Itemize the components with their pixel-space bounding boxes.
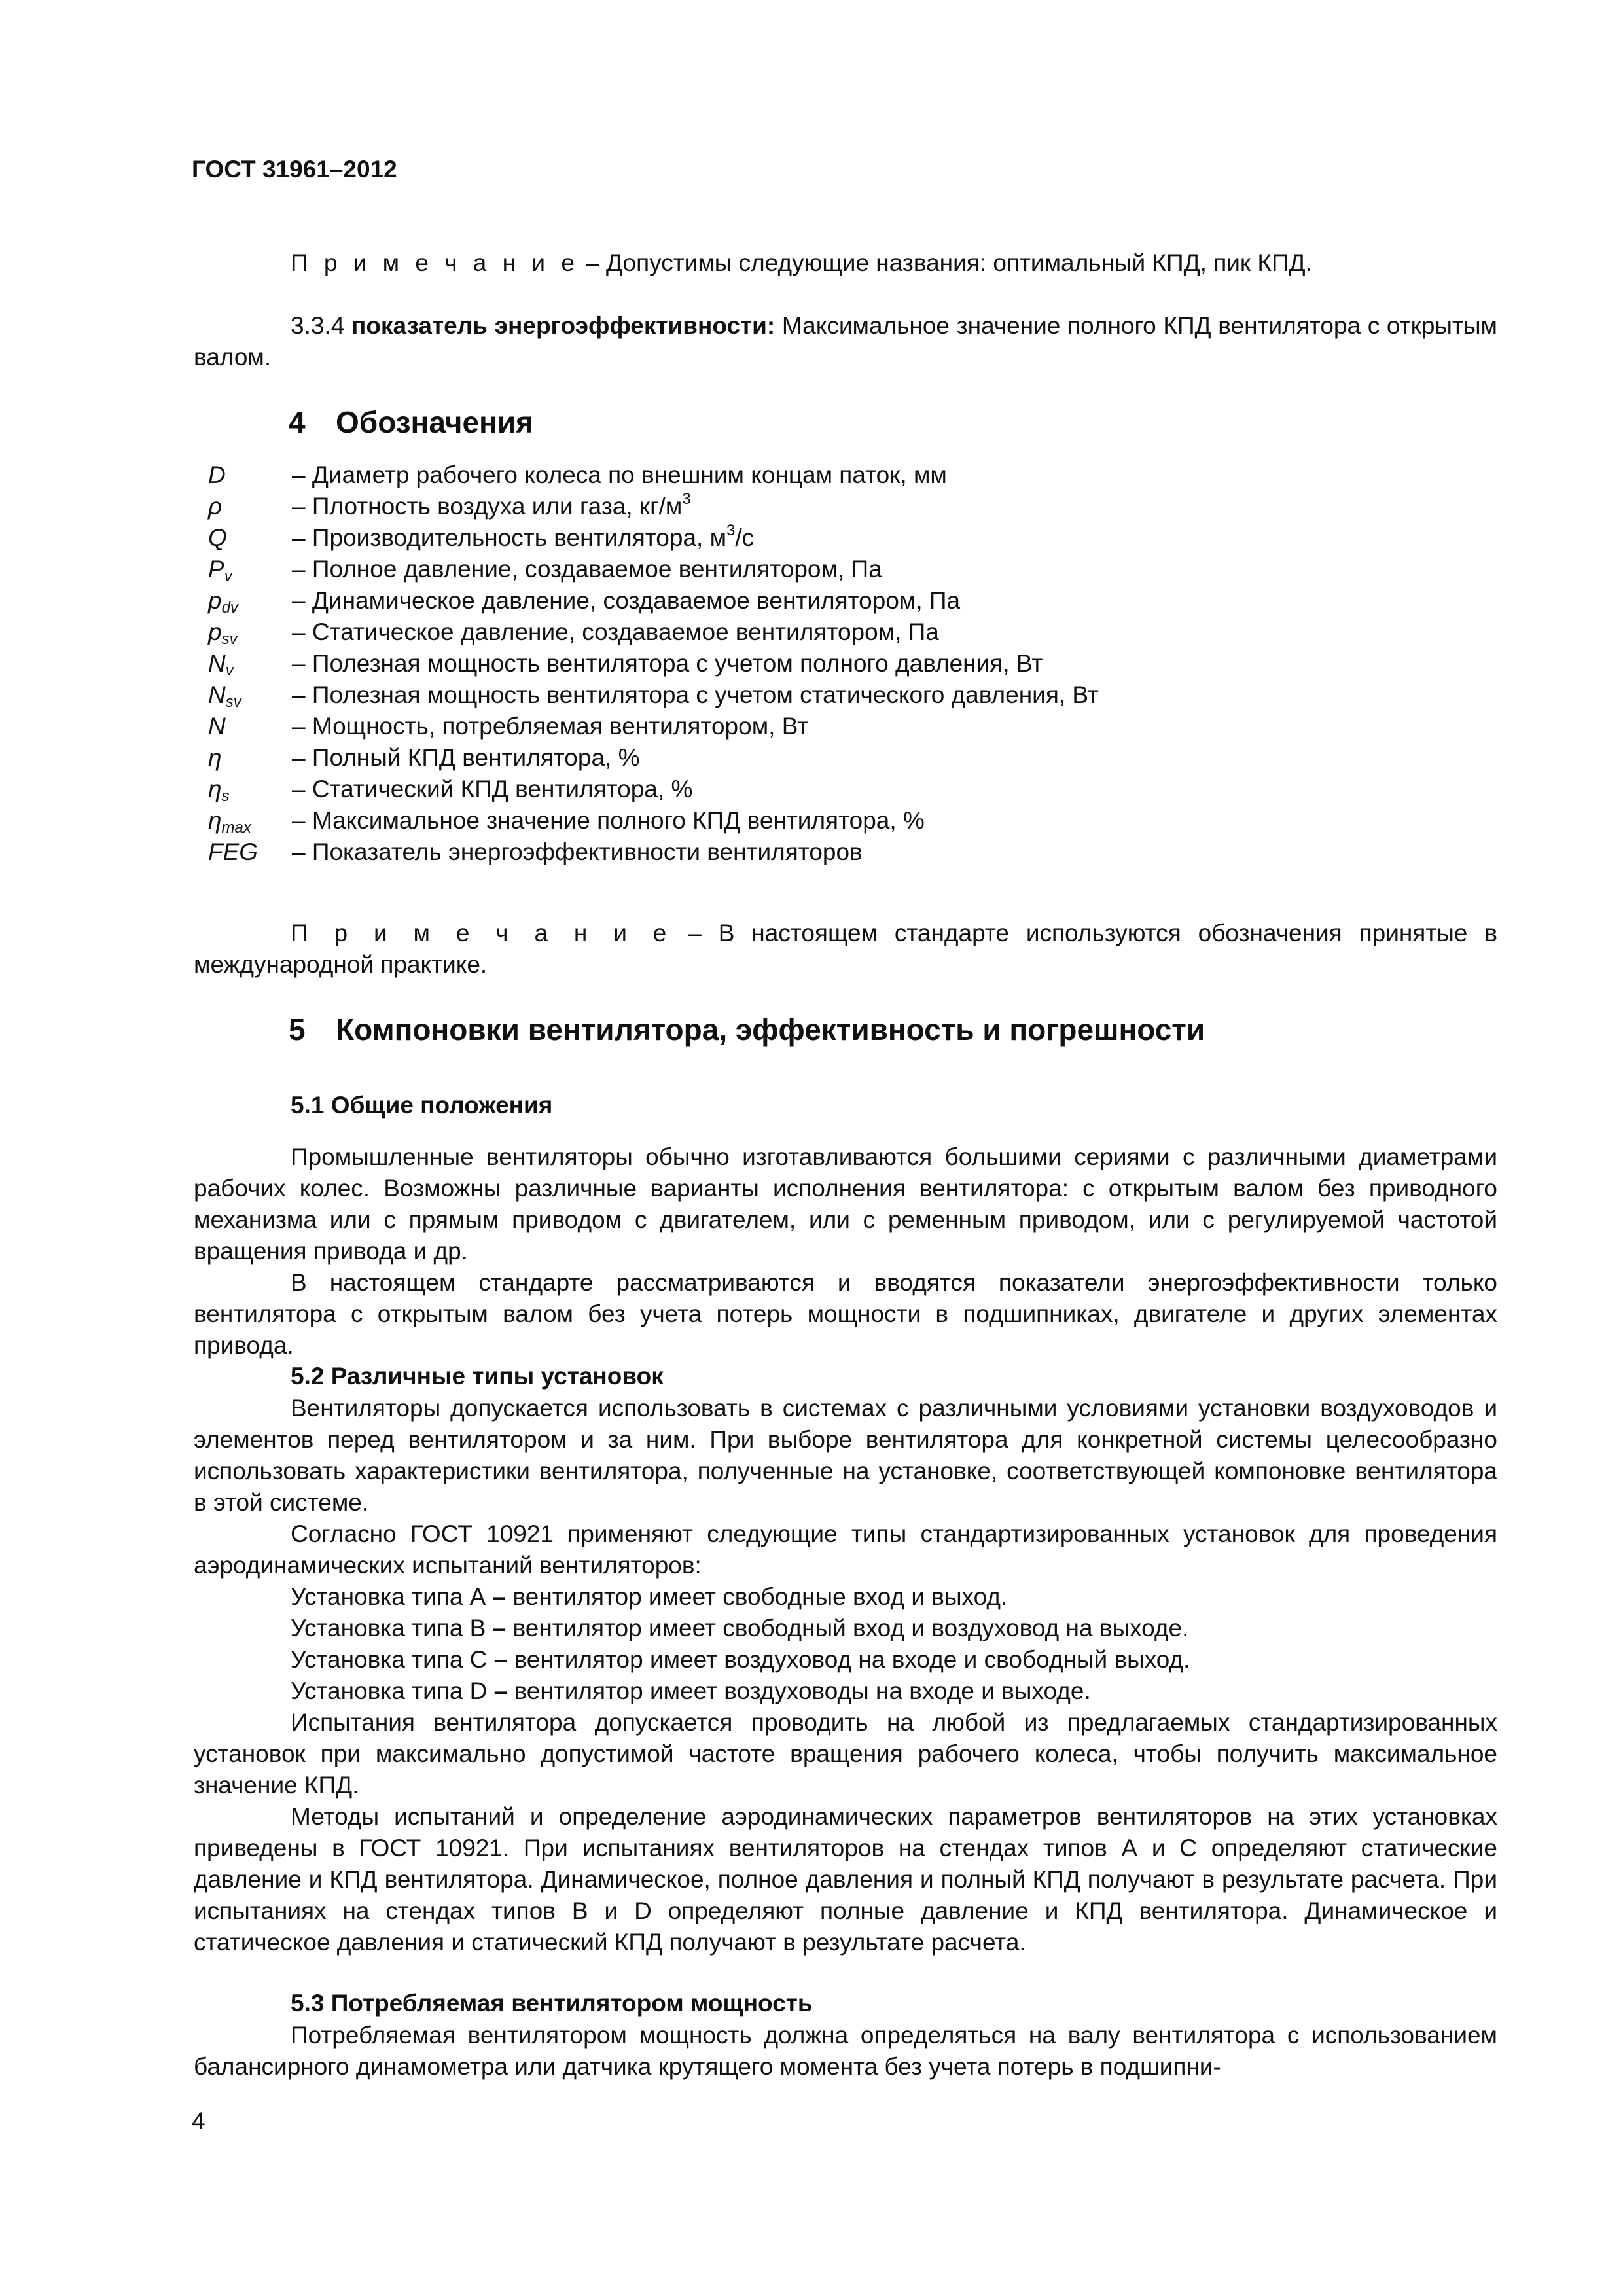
symbol-row [194, 648, 1503, 679]
symbol-row [194, 617, 1503, 648]
dash: – [493, 1677, 508, 1704]
symbol-description [292, 836, 863, 868]
installation-type-text: вентилятор имеет свободные вход и выход. [506, 1583, 1008, 1610]
symbol-letter: P [208, 556, 224, 583]
description-text: – Статический КПД вентилятора, % [292, 776, 693, 802]
dash: – [492, 1615, 507, 1641]
symbol-row [194, 491, 1503, 522]
symbol-row [194, 679, 1503, 711]
description-text: – Полный КПД вентилятора, % [292, 744, 640, 771]
installation-type-label: Установка типа А [291, 1583, 493, 1610]
definition-text: Максимальное значение полного КПД вентилятора с открытым валом. [194, 312, 1497, 370]
symbol-description [292, 805, 925, 836]
symbol-letter: Q [208, 524, 227, 551]
symbols-list [194, 459, 1503, 868]
symbol-letter: p [208, 587, 222, 614]
symbol-letter: N [208, 650, 226, 677]
symbol-row [194, 774, 1503, 805]
section-4-heading [289, 404, 533, 440]
symbol-row [194, 554, 1503, 585]
description-text: – Полное давление, создаваемое вентилятором, Па [292, 556, 882, 583]
symbol-row [194, 459, 1503, 491]
symbol-description [292, 554, 882, 585]
section-title: Обозначения [336, 405, 533, 439]
note-text: – Допустимы следующие названия: оптимальный КПД, пик КПД. [579, 249, 1312, 276]
description-text: – Плотность воздуха или газа, кг/м [292, 493, 683, 520]
paragraph-5-2-d: Методы испытаний и определение аэродинамических параметров вентиляторов на этих установках приведены в ГОСТ 10921. При испытаниях вентиляторов на стендах типов А и С определяют статические давление и КПД вентилятора. Динамическое, полное давления и полный КПД получают в результате расчета. При испытаниях на стендах типов В и D определяют полные давление и КПД вентилятора. Динамическое и статическое давления и статический КПД получают в результате расчета. [194, 1803, 1497, 1956]
note-paragraph-1 [194, 247, 1497, 279]
page-number: 4 [192, 2108, 205, 2134]
subsection-5-3-heading: 5.3 Потребляемая вентилятором мощность [291, 1990, 813, 2017]
installation-type-label: Установка типа D [291, 1677, 494, 1704]
symbol-description [292, 617, 939, 648]
symbol [208, 836, 258, 875]
symbol-letter: η [208, 744, 222, 771]
description-text: – Полезная мощность вентилятора с учетом полного давления, Вт [292, 650, 1043, 677]
installation-types-list [194, 1581, 1497, 1707]
unit-superscript: 3 [682, 490, 691, 508]
description-text: – Показатель энергоэффективности вентиляторов [292, 838, 863, 865]
description-text: – Динамическое давление, создаваемое вентилятором, Па [292, 587, 961, 614]
symbol-row [194, 585, 1503, 617]
installation-type-item [194, 1581, 1497, 1613]
section-5-heading [289, 1012, 1205, 1047]
symbol-description [292, 648, 1043, 679]
symbol-subscript: max [221, 819, 251, 836]
installation-type-text: вентилятор имеет воздуховоды на входе и выходе. [507, 1677, 1091, 1704]
symbol-subscript: s [221, 787, 230, 805]
installation-type-item [194, 1676, 1497, 1707]
symbol-subscript: v [225, 662, 234, 679]
paragraph-5-1-a: Промышленные вентиляторы обычно изготавливаются большими сериями с различными диаметрами рабочих колес. Возможны различные варианты исполнения вентилятора: с открытым валом без приводного механизма или с прямым приводом с двигателем, или с ременным приводом, или с регулируемой частотой вращения привода и др. [194, 1143, 1497, 1265]
symbol-subscript: v [224, 567, 232, 585]
symbol-subscript: sv [225, 693, 241, 711]
description-text: – Статическое давление, создаваемое вентилятором, Па [292, 619, 939, 645]
description-text: – Полезная мощность вентилятора с учетом статического давления, Вт [292, 681, 1099, 708]
note-text: – В настоящем стандарте используются обозначения принятые в международной практике. [194, 920, 1497, 978]
symbol-row [194, 836, 1503, 868]
symbol-subscript: sv [221, 630, 238, 648]
section-title: Компоновки вентилятора, эффективность и погрешности [336, 1013, 1205, 1047]
note-label: П р и м е ч а н и е [291, 249, 579, 276]
document-code-header: ГОСТ 31961–2012 [192, 156, 397, 183]
paragraph-5-2-c: Испытания вентилятора допускается проводить на любой из предлагаемых стандартизированных установок при максимально допустимой частоте вращения рабочего колеса, чтобы получить максимальное значение КПД. [194, 1709, 1497, 1799]
symbol-letter: p [208, 619, 222, 645]
paragraph-5-1-b: В настоящем стандарте рассматриваются и вводятся показатели энергоэффективности только вентилятора с открытым валом без учета потерь мощности в подшипниках, двигателе и других элементах привода. [194, 1269, 1497, 1359]
description-text: – Диаметр рабочего колеса по внешним концам паток, мм [292, 461, 947, 488]
symbol-description [292, 679, 1099, 711]
definition-number: 3.3.4 [291, 312, 351, 339]
symbol-letter: ρ [208, 493, 223, 520]
symbol-letter: η [208, 807, 222, 834]
symbol-subscript: dv [221, 599, 238, 617]
symbol-description [292, 742, 639, 774]
symbol-description [292, 522, 754, 554]
description-text: – Максимальное значение полного КПД вентилятора, % [292, 807, 925, 834]
paragraph-5-3-a: Потребляемая вентилятором мощность должна определяться на валу вентилятора с использованием балансирного динамометра или датчика крутящего момента без учета потерь в подшипни- [194, 2022, 1497, 2080]
section-number: 5 [289, 1013, 306, 1047]
installation-type-text: вентилятор имеет воздуховод на входе и свободный выход. [507, 1646, 1190, 1673]
paragraph-5-2-b: Согласно ГОСТ 10921 применяют следующие типы стандартизированных установок для проведения аэродинамических испытаний вентиляторов: [194, 1520, 1497, 1579]
symbol-letter: N [208, 713, 226, 740]
note-paragraph-2 [194, 918, 1497, 980]
symbol-row [194, 711, 1503, 742]
dash: – [492, 1583, 507, 1610]
symbol-description [292, 585, 960, 617]
symbol-letter: η [208, 776, 222, 802]
symbol-description [292, 774, 692, 805]
section-number: 4 [289, 405, 306, 439]
installation-type-text: вентилятор имеет свободный вход и воздуховод на выходе. [506, 1615, 1189, 1641]
installation-type-label: Установка типа В [291, 1615, 493, 1641]
installation-type-label: Установка типа С [291, 1646, 494, 1673]
unit-superscript: 3 [726, 522, 736, 539]
dash: – [493, 1646, 508, 1673]
symbol-letter: D [208, 461, 226, 488]
subsection-5-1-heading: 5.1 Общие положения [291, 1092, 553, 1119]
symbol-letter: N [208, 681, 226, 708]
installation-type-item [194, 1613, 1497, 1644]
definition-3-3-4 [194, 310, 1497, 373]
installation-type-item [194, 1644, 1497, 1676]
unit-tail: /с [735, 524, 755, 551]
note-label: П р и м е ч а н и е [291, 920, 671, 946]
symbol-row [194, 805, 1503, 836]
symbol-description [292, 459, 947, 491]
description-text: – Производительность вентилятора, м [292, 524, 727, 551]
symbol-description [292, 711, 808, 742]
paragraph-5-2-a: Вентиляторы допускается использовать в системах с различными условиями установки воздуховодов и элементов перед вентилятором и за ним. При выборе вентилятора для конкретной системы целесообразно использовать характеристики вентилятора, полученные на установке, соответствующей компоновке вентилятора в этой системе. [194, 1395, 1497, 1516]
symbol-description [292, 491, 691, 522]
description-text: – Мощность, потребляемая вентилятором, Вт [292, 713, 809, 740]
symbol-letter: FEG [208, 838, 259, 865]
symbol-row [194, 742, 1503, 774]
subsection-5-2-heading: 5.2 Различные типы установок [291, 1363, 664, 1390]
definition-term: показатель энергоэффективности: [351, 312, 776, 339]
symbol-row [194, 522, 1503, 554]
